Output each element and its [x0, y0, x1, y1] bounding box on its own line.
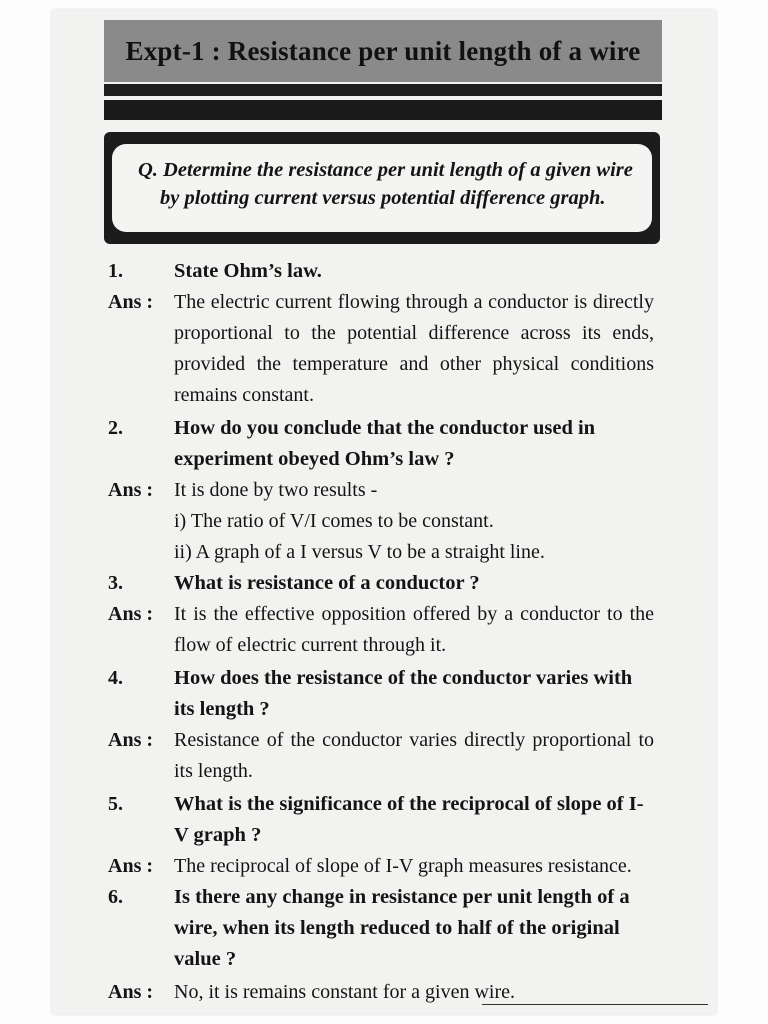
sub-answer-text: i) The ratio of V/I comes to be constant. — [174, 510, 494, 532]
sub-answer-row — [108, 537, 654, 568]
question-row-2 — [108, 413, 654, 475]
answer-label: Ans : — [108, 729, 154, 751]
question-row-1 — [108, 256, 654, 287]
qa-list — [108, 256, 654, 1008]
answer-text: The reciprocal of slope of I-V graph measures resistance. — [174, 855, 632, 877]
sub-answer-row — [108, 506, 654, 537]
question-line-1: Q. Determine the resistance per unit length of a given wire — [138, 159, 633, 181]
answer-text: It is done by two results - — [174, 479, 378, 501]
textbook-page — [52, 10, 716, 1014]
title-rule-thin — [104, 84, 662, 96]
question-text: Is there any change in resistance per unit length of a wire, when its length reduced to half of the original value ? — [174, 886, 630, 970]
experiment-title: Expt-1 : Resistance per unit length of a wire — [125, 35, 641, 66]
question-text: How does the resistance of the conductor varies with its length ? — [174, 667, 633, 720]
question-row-3 — [108, 568, 654, 599]
question-number: 2. — [108, 417, 123, 439]
answer-row-5 — [108, 851, 654, 882]
answer-text: No, it is remains constant for a given wire. — [174, 981, 516, 1003]
question-text: State Ohm’s law. — [174, 260, 322, 282]
answer-row-3 — [108, 599, 654, 661]
question-number: 1. — [108, 260, 123, 282]
answer-row-1 — [108, 287, 654, 411]
experiment-title-banner — [104, 20, 662, 82]
question-number: 4. — [108, 667, 123, 689]
sub-answer-text: ii) A graph of a I versus V to be a straight line. — [174, 541, 545, 563]
question-text: What is resistance of a conductor ? — [174, 572, 480, 594]
answer-label: Ans : — [108, 603, 154, 625]
answer-text: Resistance of the conductor varies directly proportional to its length. — [174, 729, 654, 782]
question-box-inner — [112, 144, 652, 232]
answer-row-4 — [108, 725, 654, 787]
answer-label: Ans : — [108, 479, 154, 501]
question-box — [104, 132, 660, 244]
question-number: 6. — [108, 886, 123, 908]
answer-text: The electric current flowing through a conductor is directly proportional to the potential difference across its ends, provided the temperature and other physical conditions remains constant. — [174, 291, 654, 406]
question-text: How do you conclude that the conductor used in experiment obeyed Ohm’s law ? — [174, 417, 596, 470]
question-number: 5. — [108, 793, 123, 815]
question-text: What is the significance of the reciprocal of slope of I-V graph ? — [174, 793, 644, 846]
question-number: 3. — [108, 572, 123, 594]
question-row-5 — [108, 789, 654, 851]
question-line-2: by plotting current versus potential difference graph. — [160, 187, 606, 209]
question-row-6 — [108, 882, 654, 975]
answer-label: Ans : — [108, 855, 154, 877]
title-rule-thick — [104, 100, 662, 120]
question-row-4 — [108, 663, 654, 725]
answer-label: Ans : — [108, 291, 154, 313]
answer-label: Ans : — [108, 981, 154, 1003]
answer-text: It is the effective opposition offered by a conductor to the flow of electric current through it. — [174, 603, 654, 656]
closing-rule — [482, 1004, 708, 1005]
answer-row-2 — [108, 475, 654, 506]
